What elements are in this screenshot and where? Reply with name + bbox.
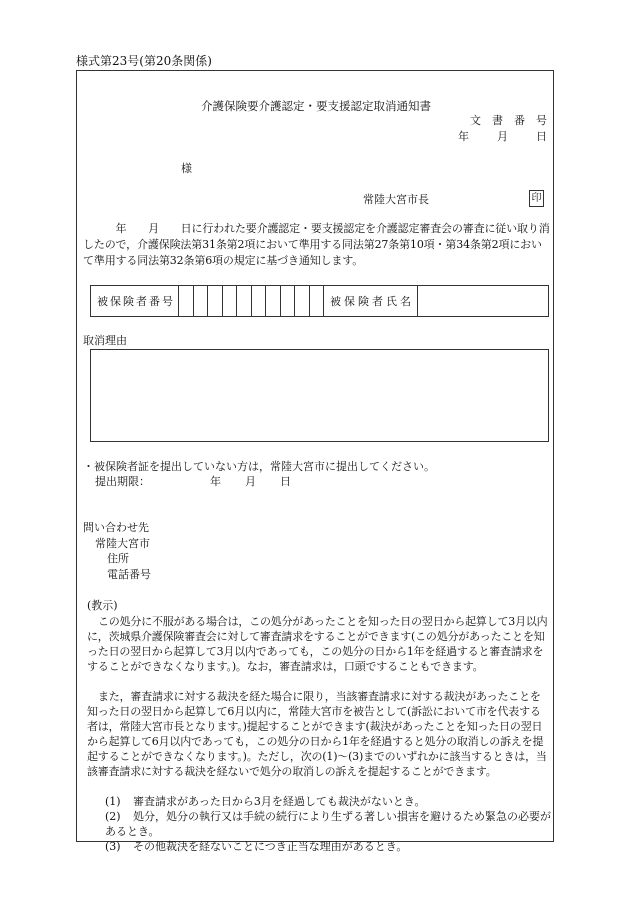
document-title: 介護保険要介護認定・要支援認定取消通知書: [201, 99, 431, 113]
insured-number-digit: [194, 286, 209, 316]
item-text: 審査請求があった日から3月を経過しても裁決がないとき。: [133, 795, 426, 808]
instruction-item: [105, 839, 551, 854]
submission-notice: ・被保険者証を提出していない方は，常陸大宮市に提出してください。: [83, 460, 435, 473]
instruction-heading: (教示): [87, 599, 118, 612]
inquiry-label: 問い合わせ先: [83, 521, 149, 534]
insured-number-digit: [223, 286, 238, 316]
inquiry-phone-label: 電話番号: [107, 568, 151, 581]
insured-number-digit: [281, 286, 296, 316]
instruction-paragraph-1: この処分に不服がある場合は，この処分があったことを知った日の翌日から起算して3月以内に，茨城県介護保険審査会に対して審査請求をすることができます(この処分があったことを知った日の翌日から起算して3月以内であっても，この処分の日から1年を経過すると審査請求をすることができなくなります。)。なお，審査請求は，口頭ですることもできます。: [87, 615, 548, 673]
issue-year-label: 年: [458, 130, 469, 143]
issue-month-label: 月: [497, 130, 508, 143]
item-text: 処分，処分の執行又は手続の続行により生ずる著しい損害を避けるため緊急の必要があるとき。: [105, 810, 551, 838]
insured-number-digit: [179, 286, 194, 316]
insured-number-digit: [252, 286, 267, 316]
insured-number-label: 被保険者番号: [91, 286, 179, 316]
insured-number-digit: [295, 286, 310, 316]
item-number: (2): [105, 810, 121, 823]
cancellation-reason-box: [90, 349, 549, 442]
inquiry-city: 常陸大宮市: [95, 537, 150, 550]
insured-number-digit: [266, 286, 281, 316]
item-number: (1): [105, 795, 121, 808]
inquiry-address-label: 住所: [107, 552, 129, 565]
issue-day-label: 日: [536, 130, 547, 143]
insured-name-field: [418, 286, 548, 316]
deadline-month: 月: [245, 475, 256, 488]
deadline-day: 日: [280, 475, 291, 488]
cancellation-reason-label: 取消理由: [83, 334, 127, 347]
document-number-label: 文書番号: [470, 114, 558, 127]
submission-deadline: [95, 475, 291, 489]
insured-number-digit: [237, 286, 252, 316]
item-text: その他裁決を経ないことにつき正当な理由があるとき。: [133, 840, 408, 853]
insured-number-digit: [310, 286, 325, 316]
instruction-paragraph-2: また，審査請求に対する裁決を経た場合に限り，当該審査請求に対する裁決があったことを知った日の翌日から起算して6月以内に，常陸大宮市を被告として(訴訟において市を代表する者は，常陸大宮市長となります。)提起することができます(裁決があったことを知った日の翌日から起算して6月以内であっても，この処分の日から1年を経過すると処分の取消しの訴えを提起することができなくなります。)。ただし，次の(1)～(3)までのいずれかに該当するときは，当該審査請求に対する裁決を経ないで処分の取消しの訴えを提起することができます。: [87, 690, 547, 778]
seal-mark: 印: [529, 190, 544, 207]
instruction-item: [105, 809, 551, 839]
insured-person-table: [90, 285, 549, 317]
deadline-label: 提出期限：: [95, 475, 150, 488]
issue-date: [458, 130, 547, 144]
addressee-suffix: 様: [181, 162, 192, 175]
form-label: 様式第23号(第20条関係): [76, 54, 212, 68]
issuer-name: 常陸大宮市長: [363, 193, 429, 206]
insured-name-label: 被保険者氏名: [324, 286, 418, 316]
item-number: (3): [105, 840, 121, 853]
notice-form: [76, 70, 558, 853]
deadline-year: 年: [210, 475, 221, 488]
instruction-item: [105, 794, 551, 809]
insured-number-digit: [208, 286, 223, 316]
notice-intro-text: 年 月 日に行われた要介護認定・要支援認定を介護認定審査会の審査に従い取り消したので，介護保険法第31条第2項において準用する同法第27条第10項・第34条第2項において準用する同法第32条第6項の規定に基づき通知します。: [83, 222, 550, 267]
